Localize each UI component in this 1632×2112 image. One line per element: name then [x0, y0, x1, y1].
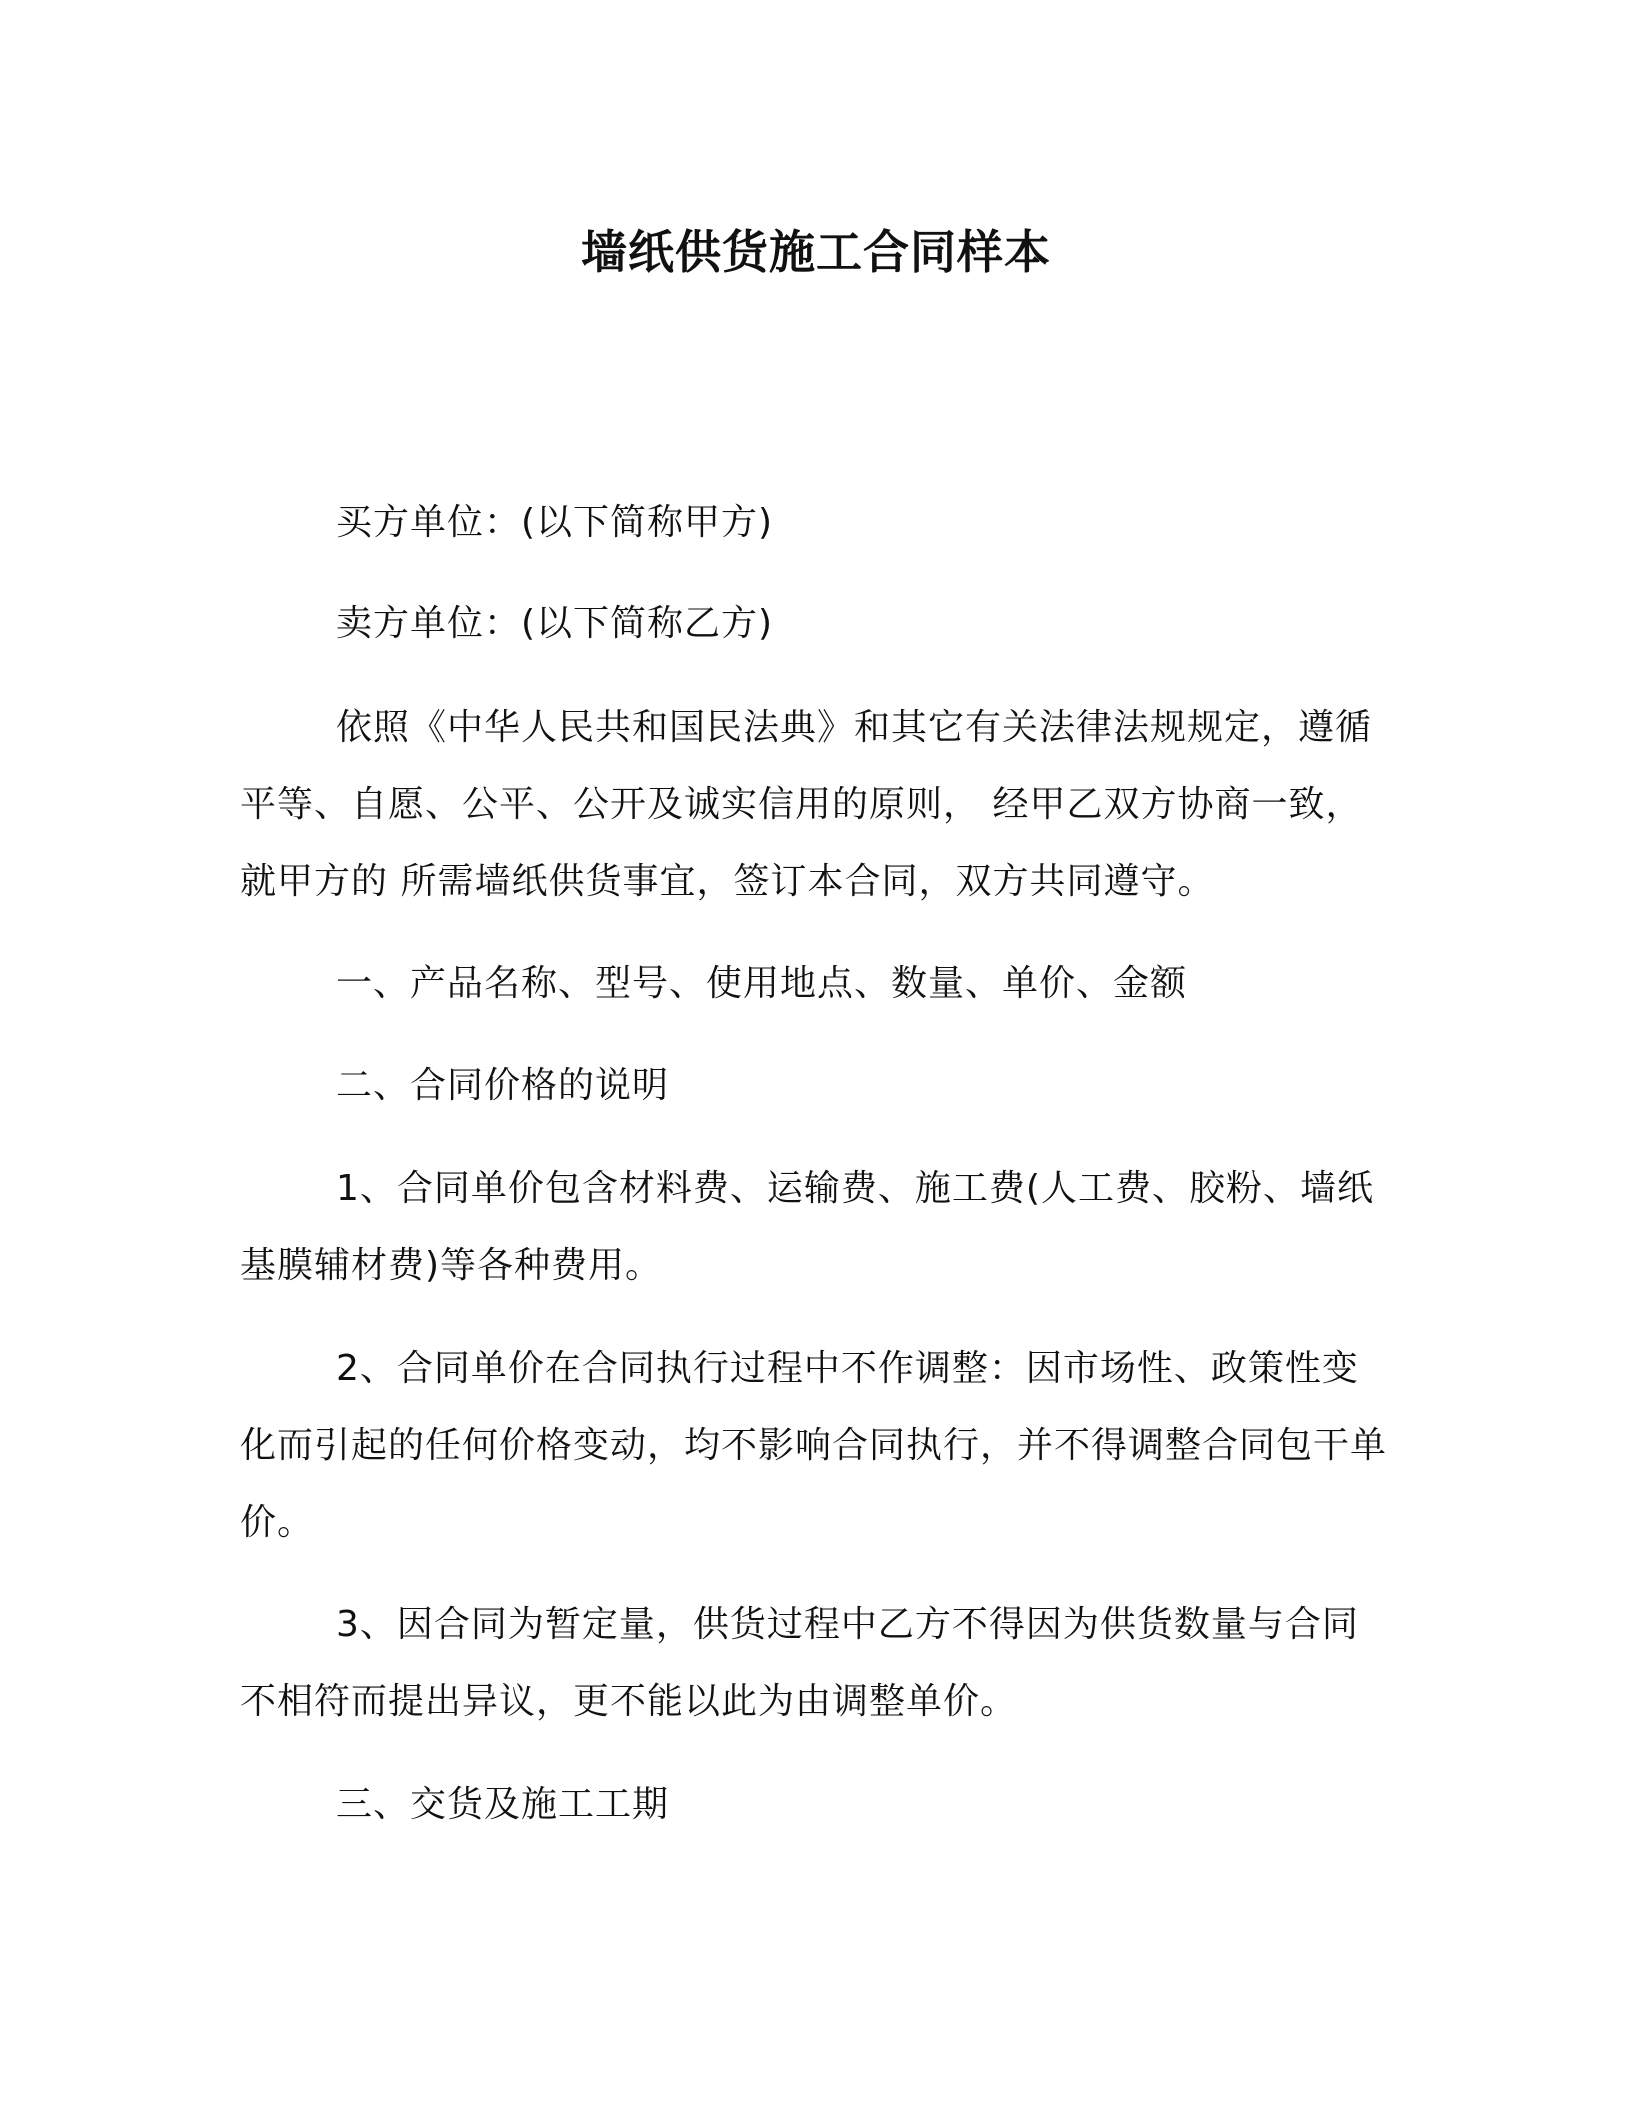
buyer-line: 买方单位：(以下简称甲方): [336, 502, 774, 543]
document-title: 墙纸供货施工合同样本: [581, 225, 1051, 279]
clause-2-2: 2、合同单价在合同执行过程中不作调整：因市场性、政策性变化而引起的任何价格变动，均不影响合同执行，并不得调整合同包干单价。: [240, 1348, 1388, 1543]
section-3-heading: 三、交货及施工工期: [336, 1784, 670, 1825]
intro-paragraph: 依照《中华人民共和国民法典》和其它有关法律法规规定，遵循平等、自愿、公平、公开及诚实信用的原则， 经甲乙双方协商一致，就甲方的 所需墙纸供货事宜，签订本合同，双方共同遵守。: [240, 707, 1373, 902]
section-2-heading: 二、合同价格的说明: [336, 1065, 670, 1106]
section-1-heading: 一、产品名称、型号、使用地点、数量、单价、金额: [336, 963, 1188, 1004]
seller-line: 卖方单位：(以下简称乙方): [336, 603, 774, 644]
clause-2-1: 1、合同单价包含材料费、运输费、施工费(人工费、胶粉、墙纸基膜辅材费)等各种费用。: [240, 1168, 1374, 1286]
clause-2-3: 3、因合同为暂定量，供货过程中乙方不得因为供货数量与合同不相符而提出异议，更不能以此为由调整单价。: [240, 1604, 1359, 1722]
